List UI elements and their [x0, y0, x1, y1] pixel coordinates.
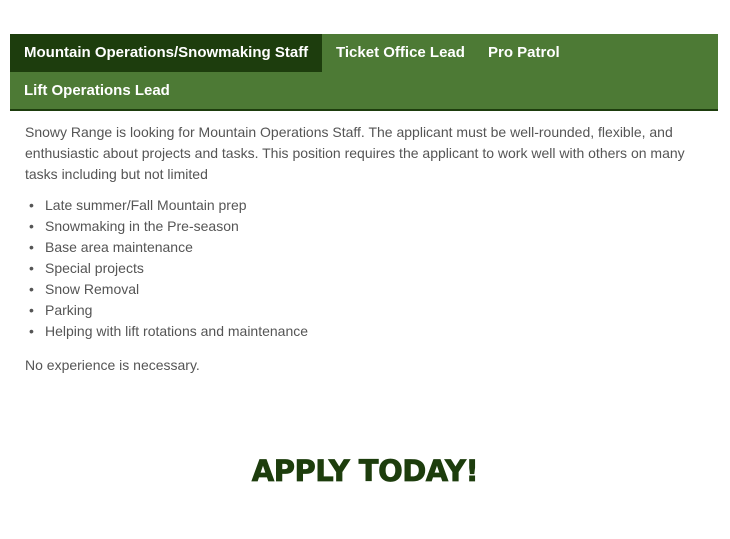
duty-text: Late summer/Fall Mountain prep: [45, 197, 247, 213]
experience-note: No experience is necessary.: [25, 357, 200, 373]
bullet-icon: •: [29, 197, 34, 213]
bullet-icon: •: [29, 260, 34, 276]
duty-item: [29, 258, 705, 279]
duties-list: [25, 195, 705, 342]
bullet-icon: •: [29, 218, 34, 234]
bullet-icon: •: [29, 323, 34, 339]
tab-pro-patrol[interactable]: Pro Patrol: [488, 44, 560, 61]
tab-panel: [25, 122, 705, 376]
tab-mountain-operations[interactable]: Mountain Operations/Snowmaking Staff: [10, 34, 322, 72]
job-tabs: [10, 34, 718, 111]
duty-item: [29, 216, 705, 237]
bullet-icon: •: [29, 281, 34, 297]
duty-text: Base area maintenance: [45, 239, 193, 255]
duty-item: [29, 321, 705, 342]
apply-today-link[interactable]: APPLY TODAY!: [251, 454, 479, 488]
bullet-icon: •: [29, 302, 34, 318]
tab-lift-operations-lead[interactable]: Lift Operations Lead: [24, 82, 170, 99]
duty-item: [29, 195, 705, 216]
bullet-icon: •: [29, 239, 34, 255]
tab-ticket-office-lead[interactable]: Ticket Office Lead: [336, 44, 465, 61]
duty-text: Snow Removal: [45, 281, 140, 297]
duty-item: [29, 279, 705, 300]
job-description: Snowy Range is looking for Mountain Operations Staff. The applicant must be well-rounded, flexible, and enthusiastic about projects and tasks. This position requires the applicant to work well with others on many tasks including but not limited: [25, 124, 685, 182]
duty-item: [29, 237, 705, 258]
duty-text: Parking: [45, 302, 93, 318]
duty-text: Special projects: [45, 260, 144, 276]
duty-text: Snowmaking in the Pre-season: [45, 218, 239, 234]
duty-text: Helping with lift rotations and maintenance: [45, 323, 309, 339]
duty-item: [29, 300, 705, 321]
